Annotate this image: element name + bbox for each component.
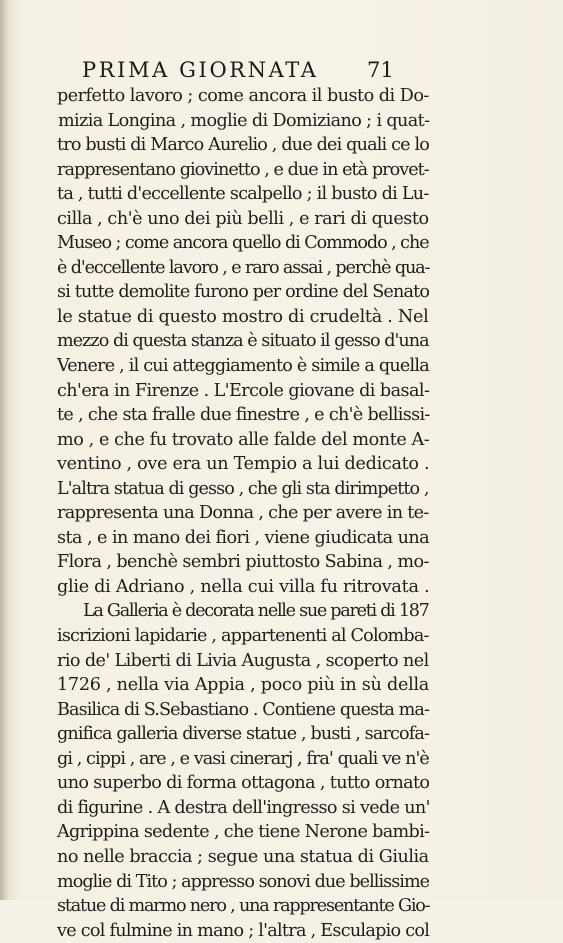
text-line: sta , e in mano dei fiori , viene giudicata una xyxy=(57,527,430,548)
text-line: mo , e che fu trovato alle falde del monte A- xyxy=(57,429,430,450)
text-line: è d'eccellente lavoro , e raro assai , perchè qua- xyxy=(57,257,430,278)
text-line: mezzo di questa stanza è situato il gesso d'una xyxy=(57,331,429,352)
text-line: ventino , ove era un Tempio a lui dedicato . xyxy=(57,454,430,475)
text-line: La Galleria è decorata nelle sue pareti di 187 xyxy=(83,601,429,622)
text-line: cilla , ch'è uno dei più belli , e rari di questo xyxy=(57,208,429,229)
text-line: Flora , benchè sembri piuttosto Sabina , mo- xyxy=(57,552,429,573)
text-line: rappresentano giovinetto , e due in età provet- xyxy=(57,159,429,180)
text-line: di figurine . A destra dell'ingresso si vede un' xyxy=(57,797,430,818)
body-text xyxy=(57,84,437,943)
text-line: 1726 , nella via Appia , poco più in sù della xyxy=(57,675,430,696)
text-line: gnifica galleria diverse statue , busti , sarcofa- xyxy=(57,724,430,745)
text-line: L'altra statua di gesso , che gli sta dirimpetto , xyxy=(57,478,429,499)
text-line: ta , tutti d'eccellente scalpello ; il busto di Lu- xyxy=(57,184,429,205)
text-line: no nelle braccia ; segue una statua di Giulia xyxy=(57,846,429,867)
text-line: Basilica di S.Sebastiano . Contiene questa ma- xyxy=(57,699,430,720)
page-number: 71 xyxy=(367,58,394,82)
text-line: uno superbo di forma ottagona , tutto ornato xyxy=(57,773,430,794)
text-line: mizia Longina , moglie di Domiziano ; i quat- xyxy=(58,110,430,131)
text-line: Museo ; come ancora quello di Commodo , che xyxy=(57,233,429,254)
text-line: glie di Adriano , nella cui villa fu ritrovata . xyxy=(57,576,430,597)
text-line: ch'era in Firenze . L'Ercole giovane di basal- xyxy=(57,380,430,401)
text-line: te , che sta fralle due finestre , e ch'è bellissi- xyxy=(57,405,430,426)
text-line: perfetto lavoro ; come ancora il busto di Do- xyxy=(57,86,429,106)
text-line: tro busti di Marco Aurelio , due dei quali ce lo xyxy=(57,135,429,156)
text-line: Agrippina sedente , che tiene Nerone bambi- xyxy=(57,822,430,843)
running-head: PRIMA GIORNATA xyxy=(82,58,319,82)
page-gutter-shadow xyxy=(0,0,8,900)
text-line: rio de' Liberti di Livia Augusta , scoperto nel xyxy=(57,650,429,671)
text-line: statue di marmo nero , una rappresentante Gio- xyxy=(57,896,430,917)
text-line: gi , cippi , are , e vasi cinerarj , fra' quali ve n'è xyxy=(57,748,429,769)
text-line: iscrizioni lapidarie , appartenenti al Colomba- xyxy=(57,626,429,647)
text-line: si tutte demolite furono per ordine del Senato xyxy=(57,282,430,303)
text-line: Venere , il cui atteggiamento è simile a quella xyxy=(57,356,429,377)
text-line: ve col fulmine in mano ; l'altra , Esculapio col xyxy=(57,920,430,941)
text-line: le statue di questo mostro di crudeltà . Nel xyxy=(57,306,429,327)
text-line: rappresenta una Donna , che per avere in te- xyxy=(57,503,429,524)
text-line: moglie di Tito ; appresso sonovi due bellissime xyxy=(57,871,430,892)
